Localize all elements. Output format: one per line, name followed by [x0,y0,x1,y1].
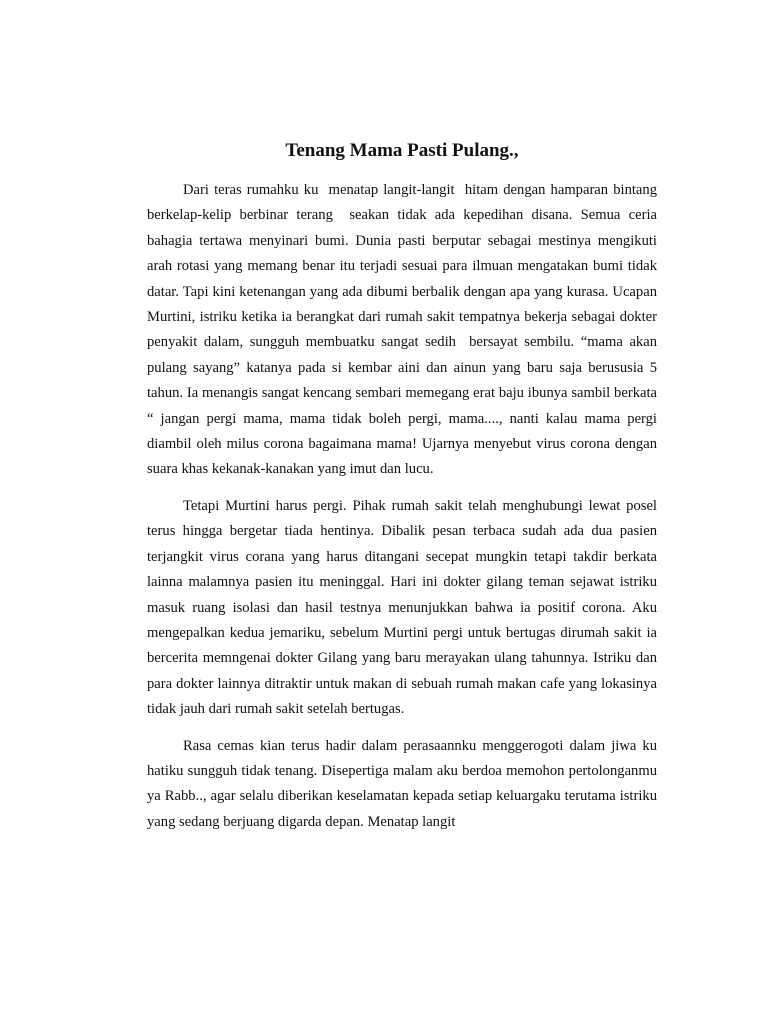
document-title: Tenang Mama Pasti Pulang., [285,140,519,161]
paragraph-1: Dari teras rumahku ku menatap langit-langit hitam dengan hamparan bintang berkelap-kelip berbinar terang seakan tidak ada kepedihan disana. Semua ceria bahagia tertawa menyinari bumi. Dunia pasti berputar sebagai mestinya mengikuti arah rotasi yang memang benar itu terjadi sesuai para ilmuan mengatakan bumi tidak datar. Tapi kini ketenangan yang ada dibumi berbalik dengan apa yang kurasa. Ucapan Murtini, istriku ketika ia berangkat dari rumah sakit tempatnya bekerja sebagai dokter penyakit dalam, sungguh membuatku sangat sedih bersayat sembilu. “mama akan pulang sayang” katanya pada si kembar aini dan ainun yang baru saja berususia 5 tahun. Ia menangis sangat kencang sembari memegang erat baju ibunya sambil berkata “ jangan pergi mama, mama tidak boleh pergi, mama...., nanti kalau mama pergi diambil oleh milus corona bagaimana mama! Ujarnya menyebut virus corona dengan suara khas kekanak-kanakan yang imut dan lucu. [147,182,661,478]
paragraph-3: Rasa cemas kian terus hadir dalam perasaannku menggerogoti dalam jiwa ku hatiku sungguh tidak tenang. Disepertiga malam aku berdoa memohon pertolonganmu ya Rabb.., agar selalu diberikan keselamatan kepada setiap keluargaku terutama istriku yang sedang berjuang digarda depan. Menatap langit [147,737,661,830]
document-body [147,136,661,830]
paragraph-2: Tetapi Murtini harus pergi. Pihak rumah sakit telah menghubungi lewat posel terus hingga bergetar tiada hentinya. Dibalik pesan terbaca sudah ada dua pasien terjangkit virus corana yang harus ditangani secepat mungkin tetapi takdir berkata lainna malamnya pasien itu meninggal. Hari ini dokter gilang teman sejawat istriku masuk ruang isolasi dan hasil testnya menunjukkan bahwa ia positif corona. Aku mengepalkan kedua jemariku, sebelum Murtini pergi untuk bertugas dirumah sakit ia bercerita memngenai dokter Gilang yang baru merayakan ulang tahunnya. Istriku dan para dokter lainnya ditraktir untuk makan di sebuah rumah makan cafe yang lokasinya tidak jauh dari rumah sakit setelah bertugas. [147,497,661,718]
